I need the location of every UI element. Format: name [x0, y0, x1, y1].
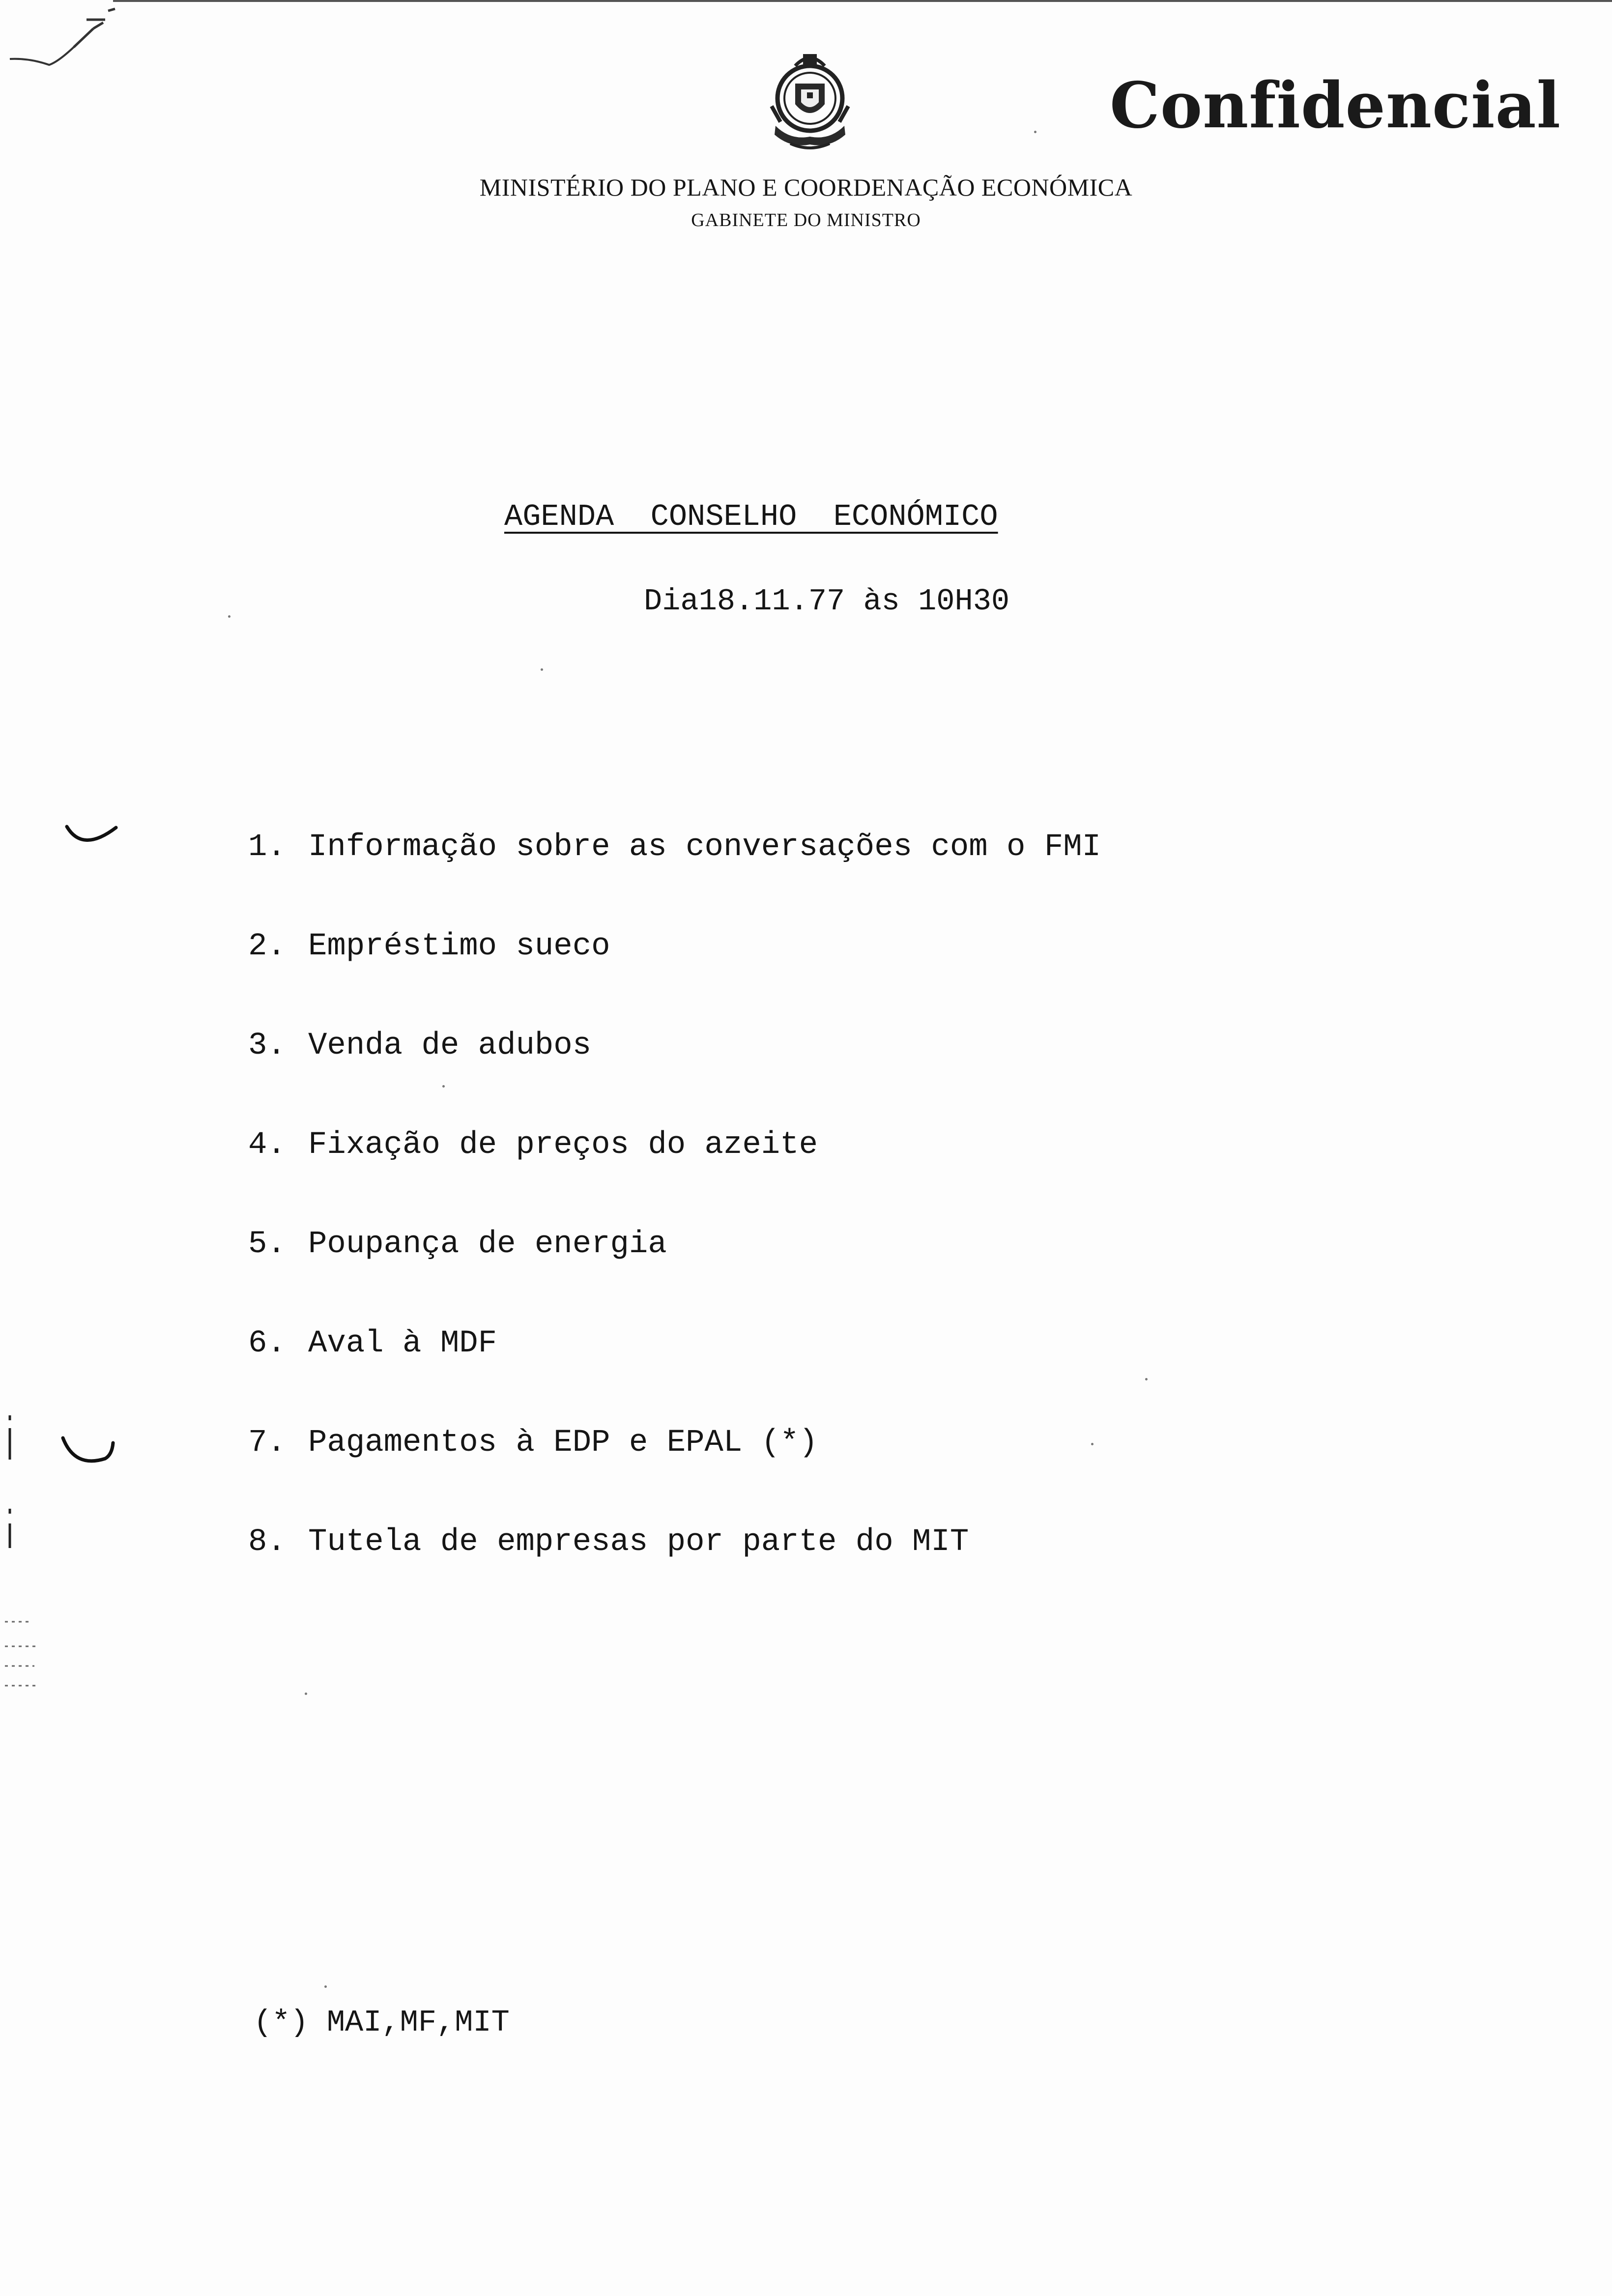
agenda-item [248, 1127, 1101, 1227]
page-top-edge [113, 0, 1612, 2]
paper-speck [1034, 131, 1036, 133]
agenda-item [248, 1425, 1101, 1524]
agenda-item-number: 2. [248, 929, 286, 964]
paper-speck [305, 1693, 307, 1695]
paper-speck [1145, 1378, 1148, 1380]
pen-stroke-icon [0, 0, 128, 79]
paper-speck [442, 1085, 445, 1088]
handwritten-tick-icon [63, 820, 122, 859]
agenda-item-text: Fixação de preços do azeite [308, 1127, 818, 1163]
agenda-item-text: Aval à MDF [308, 1326, 497, 1361]
paper-speck [1091, 1443, 1094, 1445]
agenda-item-number: 7. [248, 1425, 286, 1461]
agenda-item-number: 1. [248, 830, 286, 865]
agenda-item [248, 929, 1101, 1028]
agenda-item-text: Venda de adubos [308, 1028, 592, 1063]
coat-of-arms-icon [761, 47, 859, 155]
agenda-item-number: 8. [248, 1524, 286, 1560]
meeting-date: Dia18.11.77 às 10H30 [644, 584, 1010, 619]
agenda-item-text: Poupança de energia [308, 1227, 667, 1262]
agenda-item-text: Empréstimo sueco [308, 929, 610, 964]
agenda-item-number: 4. [248, 1127, 286, 1163]
agenda-item-text: Pagamentos à EDP e EPAL (*) [308, 1425, 818, 1461]
agenda-item [248, 1524, 1101, 1624]
footnote: (*) MAI,MF,MIT [254, 2005, 510, 2040]
paper-speck [228, 615, 230, 618]
handwritten-tick-icon [58, 1429, 122, 1473]
agenda-title: AGENDA CONSELHO ECONÓMICO [504, 499, 998, 534]
confidential-stamp: Confidencial [1110, 69, 1561, 143]
agenda-item [248, 830, 1101, 929]
agenda-item-number: 5. [248, 1227, 286, 1262]
agenda-item-number: 6. [248, 1326, 286, 1361]
paper-speck [541, 668, 543, 671]
agenda-list [248, 830, 1101, 1624]
paper-speck [324, 1985, 327, 1988]
margin-line-icon [5, 1410, 15, 1553]
agenda-item-number: 3. [248, 1028, 286, 1063]
agenda-item [248, 1028, 1101, 1127]
agenda-item-text: Tutela de empresas por parte do MIT [308, 1524, 969, 1560]
ministry-name: MINISTÉRIO DO PLANO E COORDENAÇÃO ECONÓMICA [479, 173, 1133, 201]
agenda-item [248, 1227, 1101, 1326]
agenda-item-text: Informação sobre as conversações com o FMI [308, 830, 1101, 865]
letterhead [315, 173, 1297, 231]
agenda-item [248, 1326, 1101, 1425]
cabinet-name: GABINETE DO MINISTRO [691, 210, 921, 230]
margin-line-icon [0, 1612, 44, 1691]
